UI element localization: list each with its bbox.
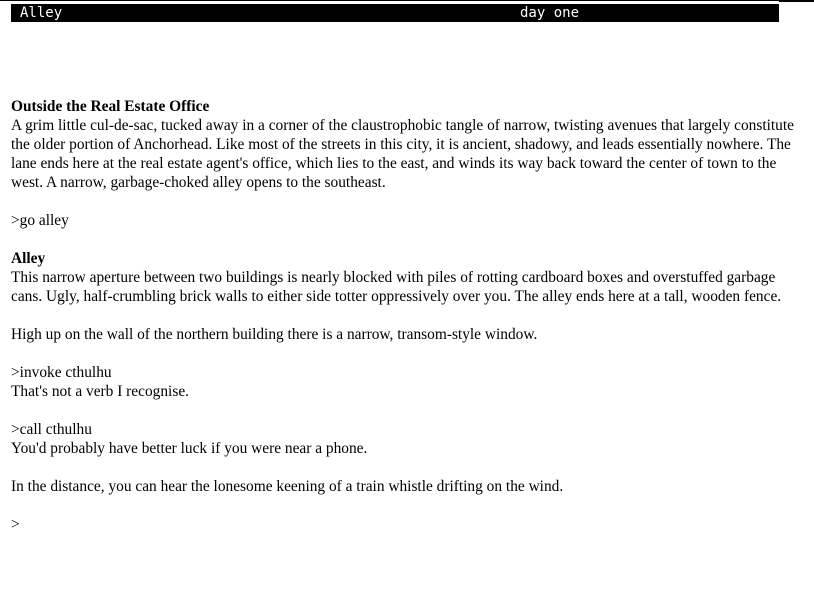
game-response: That's not a verb I recognise. <box>11 383 189 400</box>
status-location: Alley <box>20 5 63 21</box>
exchange-invoke <box>11 363 801 401</box>
game-response: You'd probably have better luck if you were near a phone. <box>11 440 368 457</box>
top-border <box>0 0 814 1</box>
status-bar <box>11 4 779 22</box>
game-transcript <box>11 97 801 534</box>
room-title: Alley <box>11 250 46 267</box>
room-title: Outside the Real Estate Office <box>11 98 210 115</box>
player-command: >call cthulhu <box>11 421 92 438</box>
player-command: >go alley <box>11 212 69 229</box>
top-border-right <box>779 1 814 2</box>
room-description: This narrow aperture between two buildings is nearly blocked with piles of rotting cardboard boxes and overstuffed garbage cans. Ugly, half-crumbling brick walls to either side totter oppressively over you. The alley ends here at a tall, wooden fence. <box>11 269 782 305</box>
status-time: day one <box>520 5 580 21</box>
room-block-alley <box>11 249 801 306</box>
window-description: High up on the wall of the northern building there is a narrow, transom-style window. <box>11 326 538 343</box>
command-prompt[interactable]: > <box>11 516 20 533</box>
room-block-outside-office <box>11 97 801 192</box>
room-description: A grim little cul-de-sac, tucked away in a corner of the claustrophobic tangle of narrow, twisting avenues that largely constitute the older portion of Anchorhead. Like most of the streets in this city, it is ancient, shadowy, and leads essentially nowhere. The lane ends here at the real estate agent's office, which lies to the east, and winds its way back toward the center of town to the west. A narrow, garbage-choked alley opens to the southeast. <box>11 117 794 191</box>
exchange-call <box>11 420 801 458</box>
ambient-message: In the distance, you can hear the lonesome keening of a train whistle drifting on the wind. <box>11 478 564 495</box>
player-command: >invoke cthulhu <box>11 364 112 381</box>
